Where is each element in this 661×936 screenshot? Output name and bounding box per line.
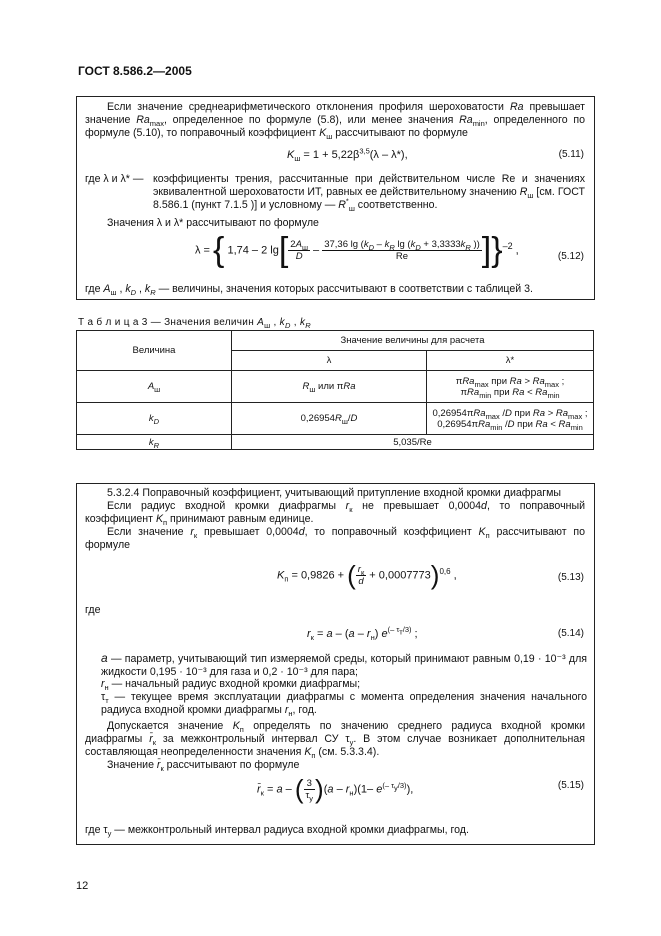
cell-lambda-star: 0,26954πRa$_{max}$ /D при $Ra > Ra_{max}$ ; 0,26954πRa$_{min}$ /D при $Ra < Ra_{min}$: [427, 403, 594, 435]
equation-5-13: $K_п = 0,9826$ + ( $\frac{r_к}{d}$ + 0,0007773)$^{0,6}$ ,: [277, 560, 457, 590]
table-row: [77, 403, 594, 435]
paragraph-condition-2: Если значение $r_к$ превышает 0,0004d, то поправочный коэффициент $K_п$ рассчитывают по формуле: [85, 526, 585, 551]
where-definition: коэффициенты трения, рассчитанные при действительном числе Re и значениях эквивалентной шероховатости ИТ, равных ее действительному значению $R_ш$ [см. ГОСТ 8.586.1 (пункт 7.1.5 )] и условному — $R^*_ш$ соответственно.: [153, 173, 585, 214]
header-lambda-star: λ*: [427, 351, 594, 371]
formula-box-1: [76, 96, 595, 300]
equation-5-11: $K_ш = 1 + 5,22\beta^{3,5}(\lambda - \lambda*)$,: [287, 146, 408, 164]
paragraph-mean-radius-calc: Значение $r̄_к$ рассчитывают по формуле: [107, 759, 300, 774]
table-3: [76, 330, 594, 450]
table-row: [77, 371, 594, 403]
paragraph-table-ref: где $A_ш$ , $k_D$ , $k_R$ — величины, значения которых рассчитывают в соответствии с таблицей 3.: [85, 283, 533, 298]
cell-quantity: $k_R$: [77, 435, 232, 450]
where-label: где: [85, 604, 101, 616]
equation-5-14: $r_к = a - (a - r_н)$ $e^{(- \tau_т/3)}$ ;: [307, 625, 418, 643]
cell-merged: 5,035/Re: [232, 435, 594, 450]
cell-quantity: $A_ш$: [77, 371, 232, 403]
section-heading: 5.3.2.4 Поправочный коэффициент, учитывающий притупление входной кромки диафрагмы: [107, 487, 562, 499]
document-header: ГОСТ 8.586.2—2005: [78, 64, 192, 78]
header-lambda: λ: [232, 351, 427, 371]
paragraph-roughness: Если значение среднеарифметического отклонения профиля шероховатости Ra превышает значение $Ra_{max}$, определенное по формуле (5.8), или менее значения $Ra_{min}$, определенного по формуле (5.10), то поправочный коэффициент $K_ш$ рассчитывают по формуле: [85, 101, 586, 142]
definition-tt: $\tau_т$ — текущее время эксплуатации диафрагмы с момента определения значения начального радиуса входной кромки диафрагмы $r_н$, год.: [101, 691, 587, 719]
table-row: [77, 435, 594, 450]
equation-number: (5.12): [557, 251, 584, 262]
cell-quantity: $k_D$: [77, 403, 232, 435]
equation-number: (5.14): [557, 628, 584, 639]
paragraph-last: где $\tau_у$ — межконтрольный интервал радиуса входной кромки диафрагмы, год.: [85, 824, 469, 839]
header-value: Значение величины для расчета: [232, 331, 594, 351]
paragraph-condition-1: Если радиус входной кромки диафрагмы $r_к$ не превышает 0,0004d, то поправочный коэффициент $K_п$ принимают равным единице.: [85, 500, 585, 528]
formula-box-2: [76, 483, 595, 845]
cell-lambda: $R_ш$ или πRa: [232, 371, 427, 403]
equation-number: (5.11): [558, 149, 584, 160]
equation-number: (5.13): [557, 572, 584, 583]
equation-number: (5.15): [557, 780, 584, 791]
definition-rn: $r_н$ — начальный радиус входной кромки диафрагмы;: [101, 678, 361, 693]
definition-a: a — параметр, учитывающий тип измеряемой среды, который принимают равным 0,19 · 10⁻³ для жидкости 0,195 · 10⁻³ для газа и 0,2 · 10⁻³ для пара;: [101, 651, 587, 678]
cell-lambda-star: πRa$_{max}$ при $Ra > Ra_{max}$ ; πRa$_{min}$ при $Ra < Ra_{min}$: [427, 371, 594, 403]
equation-5-15: $r̄_к = a$ – ( $\frac{3}{\tau_у}$ )$(a - r_н)(1-$ $e^{(- \tau_у/3)}$),: [257, 774, 414, 804]
paragraph-values: Значения λ и λ* рассчитывают по формуле: [107, 217, 319, 229]
header-quantity: Величина: [77, 331, 232, 371]
paragraph-mean-radius: Допускается значение $K_п$ определять по значению среднего радиуса входной кромки диафрагмы $r̄_к$ за межконтрольный интервал СУ $\tau_у$. В этом случае возникает дополнительная составляющая неопределенности значения $K_п$ (см. 5.3.3.4).: [85, 720, 586, 761]
equation-5-12: λ = { 1,74 – 2 lg[ $\frac{2A_ш}{D}$ – $\frac{37,36 \lg (k_D - k_R \lg (k_D + 3,3333k_R ))}{Re}$ ]}$^{-2}$ ,: [195, 231, 519, 269]
table-caption: Т а б л и ц а 3 — Значения величин $A_ш$ , $k_D$ , $k_R$: [78, 317, 311, 330]
page-number: 12: [76, 880, 89, 892]
where-label: где λ и λ* —: [85, 173, 144, 185]
cell-lambda: $0,26954R_ш/D$: [232, 403, 427, 435]
